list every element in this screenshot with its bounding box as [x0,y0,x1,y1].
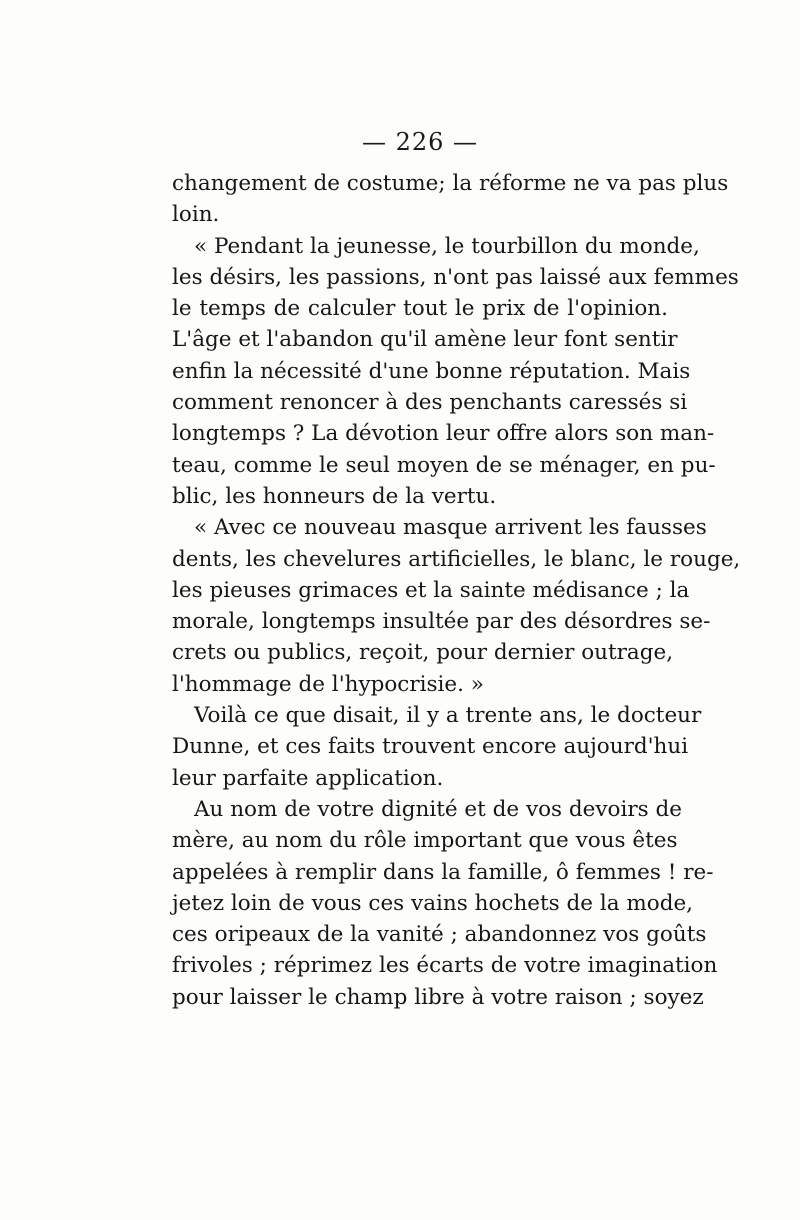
text-line: dents, les chevelures artificielles, le blanc, le rouge, [172,546,741,572]
text-line: le temps de calculer tout le prix de l'opinion. [172,296,668,322]
text-line: l'hommage de l'hypocrisie. » [172,671,484,697]
text-line: pour laisser le champ libre à votre raison ; soyez [172,984,704,1010]
text-line: comment renoncer à des penchants caressés si [172,390,688,416]
text-line: longtemps ? La dévotion leur offre alors son man- [172,421,715,447]
text-line: appelées à remplir dans la famille, ô femmes ! re- [172,859,714,885]
text-line: les pieuses grimaces et la sainte médisance ; la [172,577,690,603]
text-line: leur parfaite application. [172,765,444,791]
text-line: jetez loin de vous ces vains hochets de la mode, [172,890,694,916]
text-line: L'âge et l'abandon qu'il amène leur font sentir [172,327,678,353]
text-line: crets ou publics, reçoit, pour dernier outrage, [172,640,674,666]
text-line: morale, longtemps insultée par des désordres se- [172,609,711,635]
page-number: — 226 — [361,128,479,156]
text-line: teau, comme le seul moyen de se ménager, en pu- [172,452,716,478]
text-line: Voilà ce que disait, il y a trente ans, le docteur [194,703,702,729]
text-line: ces oripeaux de la vanité ; abandonnez vos goûts [172,922,707,948]
body-text [172,168,741,1013]
text-line: les désirs, les passions, n'ont pas laissé aux femmes [172,264,739,290]
text-line: enfin la nécessité d'une bonne réputation. Mais [172,358,691,384]
text-line: Dunne, et ces faits trouvent encore aujourd'hui [172,734,689,760]
text-line: « Avec ce nouveau masque arrivent les fausses [194,515,707,541]
text-line: blic, les honneurs de la vertu. [172,483,497,509]
text-line: mère, au nom du rôle important que vous êtes [172,828,678,854]
text-line: changement de costume; la réforme ne va pas plus [172,171,729,196]
text-line: Au nom de votre dignité et de vos devoirs de [194,796,682,822]
text-line: loin. [172,202,220,228]
text-line: frivoles ; réprimez les écarts de votre imagination [172,953,718,979]
text-line: « Pendant la jeunesse, le tourbillon du monde, [194,233,700,259]
